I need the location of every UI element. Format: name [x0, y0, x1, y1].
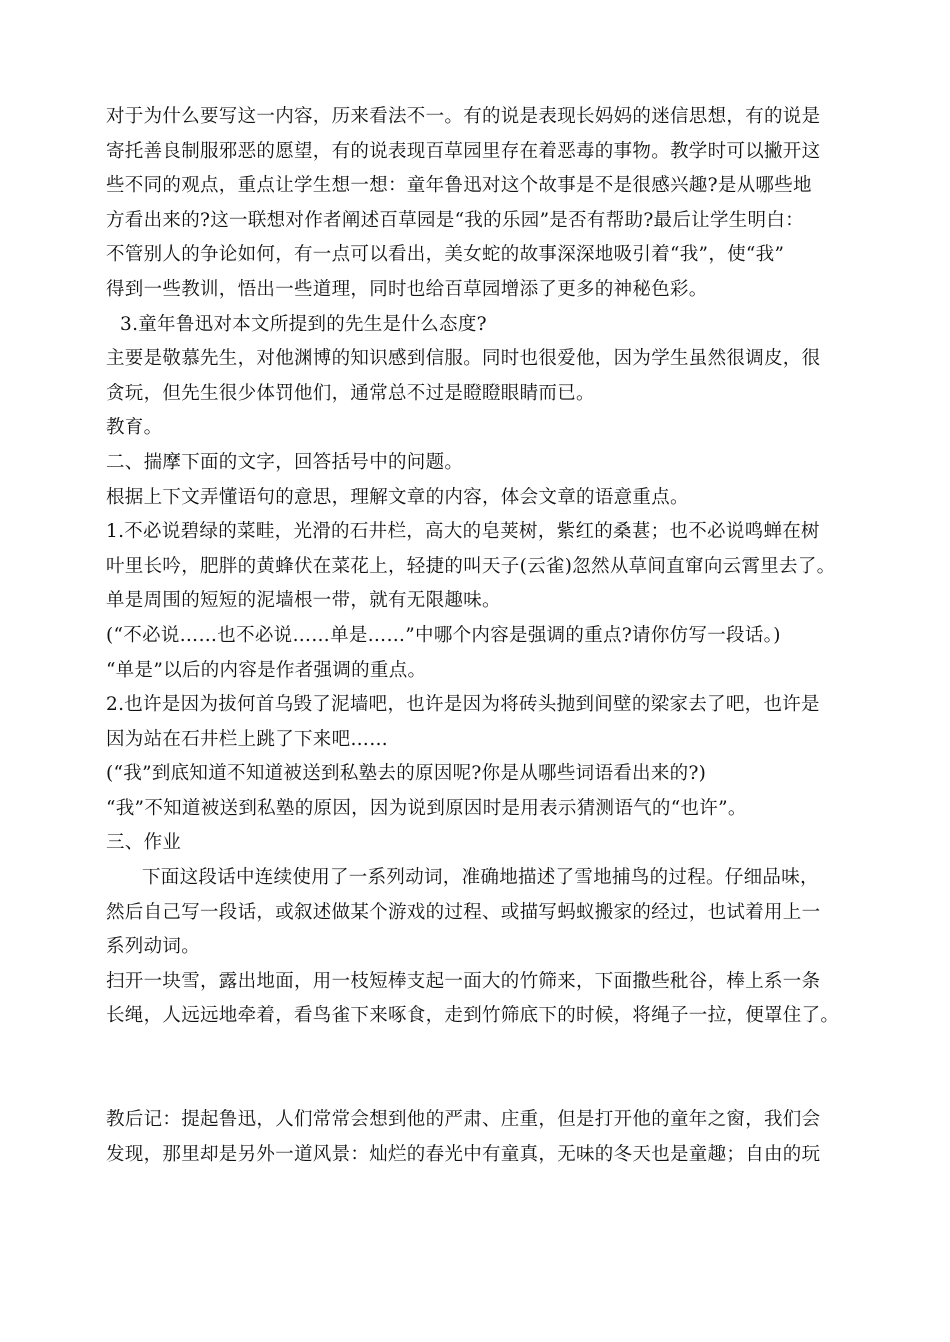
section-2-heading: 二、揣摩下面的文字，回答括号中的问题。	[106, 451, 464, 473]
section-3-heading: 三、作业	[106, 832, 182, 854]
document-body	[106, 100, 850, 1172]
reflection-line: 教后记：提起鲁迅，人们常常会想到他的严肃、庄重，但是打开他的童年之窗，我们会	[106, 1109, 821, 1131]
homework-line: 下面这段话中连续使用了一系列动词，准确地描述了雪地捕鸟的过程。仔细品味，	[142, 867, 819, 889]
answer-3-line: 主要是敬慕先生，对他渊博的知识感到信服。同时也很爱他，因为学生虽然很调皮，很	[106, 348, 821, 370]
question-3: 3.童年鲁迅对本文所提到的先生是什么态度?	[120, 313, 487, 335]
section-2-intro: 根据上下文弄懂语句的意思，理解文章的内容，体会文章的语意重点。	[106, 486, 689, 508]
reflection-line: 发现，那里却是另外一道风景：灿烂的春光中有童真，无味的冬天也是童趣；自由的玩	[106, 1143, 821, 1165]
item-2-answer: “我”不知道被送到私塾的原因，因为说到原因时是用表示猜测语气的“也许”。	[106, 797, 747, 819]
paragraph-line: 方看出来的?这一联想对作者阐述百草园是“我的乐园”是否有帮助?最后让学生明白：	[106, 209, 804, 231]
item-1-question: (“不必说……也不必说……单是……”中哪个内容是强调的重点?请你仿写一段话。)	[106, 624, 781, 646]
item-2-line: 2.也许是因为拔何首乌毁了泥墙吧，也许是因为将砖头抛到间壁的梁家去了吧，也许是	[106, 694, 820, 716]
item-2-line: 因为站在石井栏上跳了下来吧……	[106, 728, 389, 750]
homework-line: 系列动词。	[106, 936, 201, 958]
paragraph-line: 不管别人的争论如何，有一点可以看出，美女蛇的故事深深地吸引着“我”，使“我”	[106, 244, 785, 266]
spacer	[106, 1034, 850, 1103]
answer-3-line: 贪玩，但先生很少体罚他们，通常总不过是瞪瞪眼睛而已。	[106, 382, 595, 404]
paragraph-line: 得到一些教训，悟出一些道理，同时也给百草园增添了更多的神秘色彩。	[106, 278, 708, 300]
education-line: 教育。	[106, 417, 163, 439]
item-1-line: 单是周围的短短的泥墙根一带，就有无限趣味。	[106, 590, 501, 612]
item-1-line: 叶里长吟，肥胖的黄蜂伏在菜花上，轻捷的叫天子(云雀)忽然从草间直窜向云霄里去了。	[106, 555, 836, 577]
homework-passage-line: 长绳，人远远地牵着，看鸟雀下来啄食，走到竹筛底下的时候，将绳子一拉，便罩住了。	[106, 1005, 840, 1027]
paragraph-line: 寄托善良制服邪恶的愿望，有的说表现百草园里存在着恶毒的事物。教学时可以撇开这	[106, 140, 821, 162]
item-1-line: 1.不必说碧绿的菜畦，光滑的石井栏，高大的皂荚树，紫红的桑葚；也不必说鸣蝉在树	[106, 521, 820, 543]
item-1-answer: “单是”以后的内容是作者强调的重点。	[106, 659, 427, 681]
paragraph-line: 些不同的观点，重点让学生想一想：童年鲁迅对这个故事是不是很感兴趣?是从哪些地	[106, 175, 812, 197]
homework-passage-line: 扫开一块雪，露出地面，用一枝短棒支起一面大的竹筛来，下面撒些秕谷，棒上系一条	[106, 970, 821, 992]
homework-line: 然后自己写一段话，或叙述做某个游戏的过程、或描写蚂蚁搬家的经过，也试着用上一	[106, 901, 821, 923]
item-2-question: (“我”到底知道不知道被送到私塾去的原因呢?你是从哪些词语看出来的?)	[106, 763, 707, 785]
paragraph-line: 对于为什么要写这一内容，历来看法不一。有的说是表现长妈妈的迷信思想，有的说是	[106, 106, 821, 127]
